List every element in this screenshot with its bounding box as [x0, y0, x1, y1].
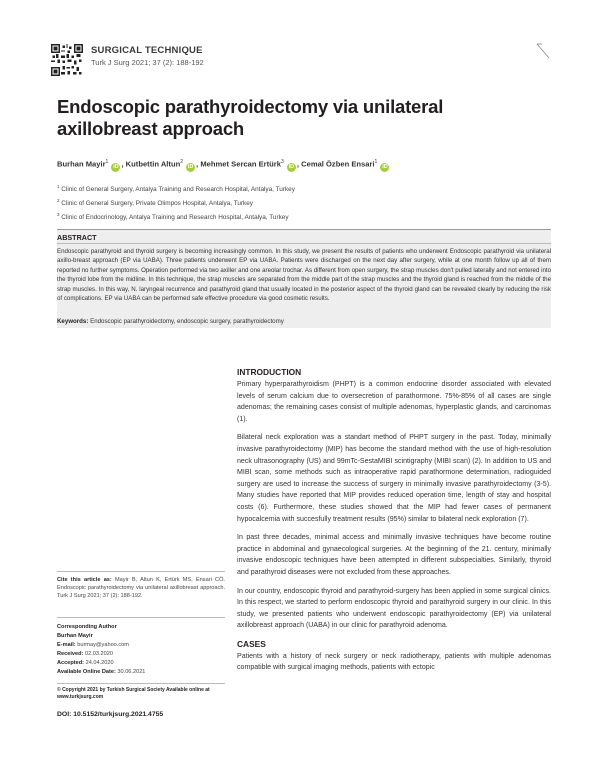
body-paragraph: In past three decades, minimal access and minimally invasive techniques have become routine practice in abdominal and gynaecological surgeries. At the beginning of the 21. century, minimally invasive endoscopic techniques have been attempted in different subspecialties. Similarly, thyroid and parathyroid diseases were not excluded from these approaches.: [237, 534, 551, 576]
journal-citation: Turk J Surg 2021; 37 (2): 188-192: [91, 58, 204, 67]
cite-text: Mayir B, Altun K, Ertürk MS, Ensari CÖ. Endoscopic parathyroidectomy via unilateral axillobreast approach. Turk J Surg 2021; 37 (2): 188-192.: [57, 577, 225, 599]
article-title: Endoscopic parathyroidectomy via unilateral axillobreast approach: [57, 96, 444, 139]
keywords-text: Endoscopic parathyroidectomy, endoscopic surgery, parathyroidectomy: [90, 318, 284, 325]
author-affiliation-number: 2: [180, 159, 183, 165]
divider: [57, 243, 551, 244]
body-paragraph: Primary hyperparathyroidism (PHPT) is a common endocrine disorder associated with elevated levels of serum calcium due to oversecretion of parathormone. 75%-85% of all cases are single adenomas; the remaining cases consist of multiple adenomas, hyperplastic glands, and carcinomas (1).: [237, 381, 551, 423]
keywords: [57, 318, 284, 325]
affiliation-item: $^1$ Clinic of General Surgery, Antalya Training and Research Hospital, Antalya, Turkey: [57, 184, 295, 194]
author-affiliation-number: 3: [280, 159, 284, 165]
author-name: Kutbettin Altun: [125, 159, 181, 169]
section-label: SURGICAL TECHNIQUE: [91, 45, 203, 56]
email-row: E-mail: burmay@yahoo.com: [57, 642, 129, 649]
received-row: Received: 02.03.2020: [57, 651, 113, 658]
keywords-label: Keywords:: [57, 318, 89, 325]
journal-url-link[interactable]: www.turkjsurg.com: [57, 693, 104, 700]
author-affiliation-number: 1: [105, 159, 109, 165]
abstract-heading: ABSTRACT: [57, 233, 97, 242]
corresponding-author-block: [57, 617, 225, 676]
email-link[interactable]: burmay@yahoo.com: [77, 642, 129, 649]
cite-label: Cite this article as:: [57, 577, 112, 583]
page-corner-icon: [536, 43, 550, 59]
author-name: Burhan Mayir: [57, 159, 106, 169]
cases-heading: CASES: [237, 638, 266, 649]
author-name: Mehmet Sercan Ertürk: [200, 159, 281, 169]
qr-code: [51, 44, 83, 76]
body-paragraph: Bilateral neck exploration was a standart method of PHPT surgery in the past. Today, minimally invasive parathyroidectomy (MIP) has become the standard method with the use of high-resolution neck ultrasonography (US) and 99mTc-SestaMIBI scintigraphy (MIBI scan) (2). In addition to US and MIBI scan, some methods such as intraoperative rapid parathormone determination, radioguided surgery are used to increase the success of surgery in minimally invasive parathyroidectomy (3-5). Many studies have reported that MIP provides reduced operation time, length of stay and hospital costs (6). Furthermore, these studies showed that the MIP had fewer cases of permanent hypocalcemia with succesfully treatment results (95%) similar to bilateral neck exploration (7).: [237, 434, 551, 523]
online-date-row: Available Online Date: 30.06.2021: [57, 668, 146, 675]
orcid-icon[interactable]: iD: [187, 163, 194, 170]
orcid-icon[interactable]: iD: [288, 163, 295, 170]
abstract-text: Endoscopic parathyroid and thyroid surgery is becoming increasingly common. In this study, we present the results of patients who underwent Endoscopic parathyroid via unilateral axillo-breast approach (EP via UABA). Three patients underwent EP via UABA. Patients were discharged on the next day after surgery, while at one month follow up all of them reported no further symptoms. Operation performed via two axiller and one areolar trochar. As different from open surgery, the strap muscles don't pulled laterally and not entered into the thyroid lobe from the midline. In this technique, the strap muscles are separated from the middle part of the strap muscles and the thyroid gland is reached from the middle of the strap muscles. In this way, N. laryngeal recurrence and parathyroid gland that usually located in the posterior aspect of the thyroid gland can be revealed clearly by reducing the risk of complications. EP via UABA can be performed safe effective procedure via good cosmetic results.: [57, 248, 551, 303]
body-paragraph: In our country, endoscopic thyroid and parathyroid-surgery has been applied in some surgical clinics. In this respect, we started to perform endoscopic thyroid and parathyroid surgery in our clinic. In this study, we presented patients who underwent endoscopic parathyroidectomy (EP) via unilateral axillobreast approach (UABA) in our clinic for parathyroid adenoma.: [237, 587, 551, 630]
abstract-box: [57, 229, 551, 328]
affiliation-list: [57, 181, 295, 223]
body-paragraph: Patients with a history of neck surgery or neck radiotherapy, patients with multiple adenomas compatible with surgical imaging methods, patients with ectopic: [237, 652, 551, 672]
corresponding-label: Corresponding Author: [57, 624, 117, 631]
affiliation-item: $^3$ Clinic of Endocrinology, Antalya Training and Research Hospital, Antalya, Turkey: [57, 212, 289, 222]
cite-block: [57, 571, 225, 600]
author-list: Burhan Mayir$^1$ iD , Kutbettin Altun$^2$ iD , Mehmet Sercan Ertürk$^3$ iD , Cemal Özben Ensari$^1$ iD: [57, 159, 388, 170]
introduction-heading: INTRODUCTION: [237, 367, 302, 377]
orcid-icon[interactable]: iD: [382, 163, 388, 170]
doi-link[interactable]: DOI: 10.5152/turkjsurg.2021.4755: [57, 710, 164, 718]
author-name: Cemal Özben Ensari: [301, 159, 375, 169]
corresponding-name: Burhan Mayir: [57, 633, 93, 640]
copyright-notice: © Copyright 2021 by Turkish Surgical Society Available online at www.turkjsurg.com: [57, 683, 225, 701]
main-body: [237, 367, 551, 681]
sidebar: [57, 571, 225, 718]
author-affiliation-number: 1: [374, 159, 378, 165]
accepted-row: Accepted: 24.04.2020: [57, 660, 114, 667]
affiliation-item: $^2$ Clinic of General Surgery, Private Olimpos Hospital, Antalya, Turkey: [57, 198, 253, 208]
orcid-icon[interactable]: iD: [113, 163, 119, 170]
